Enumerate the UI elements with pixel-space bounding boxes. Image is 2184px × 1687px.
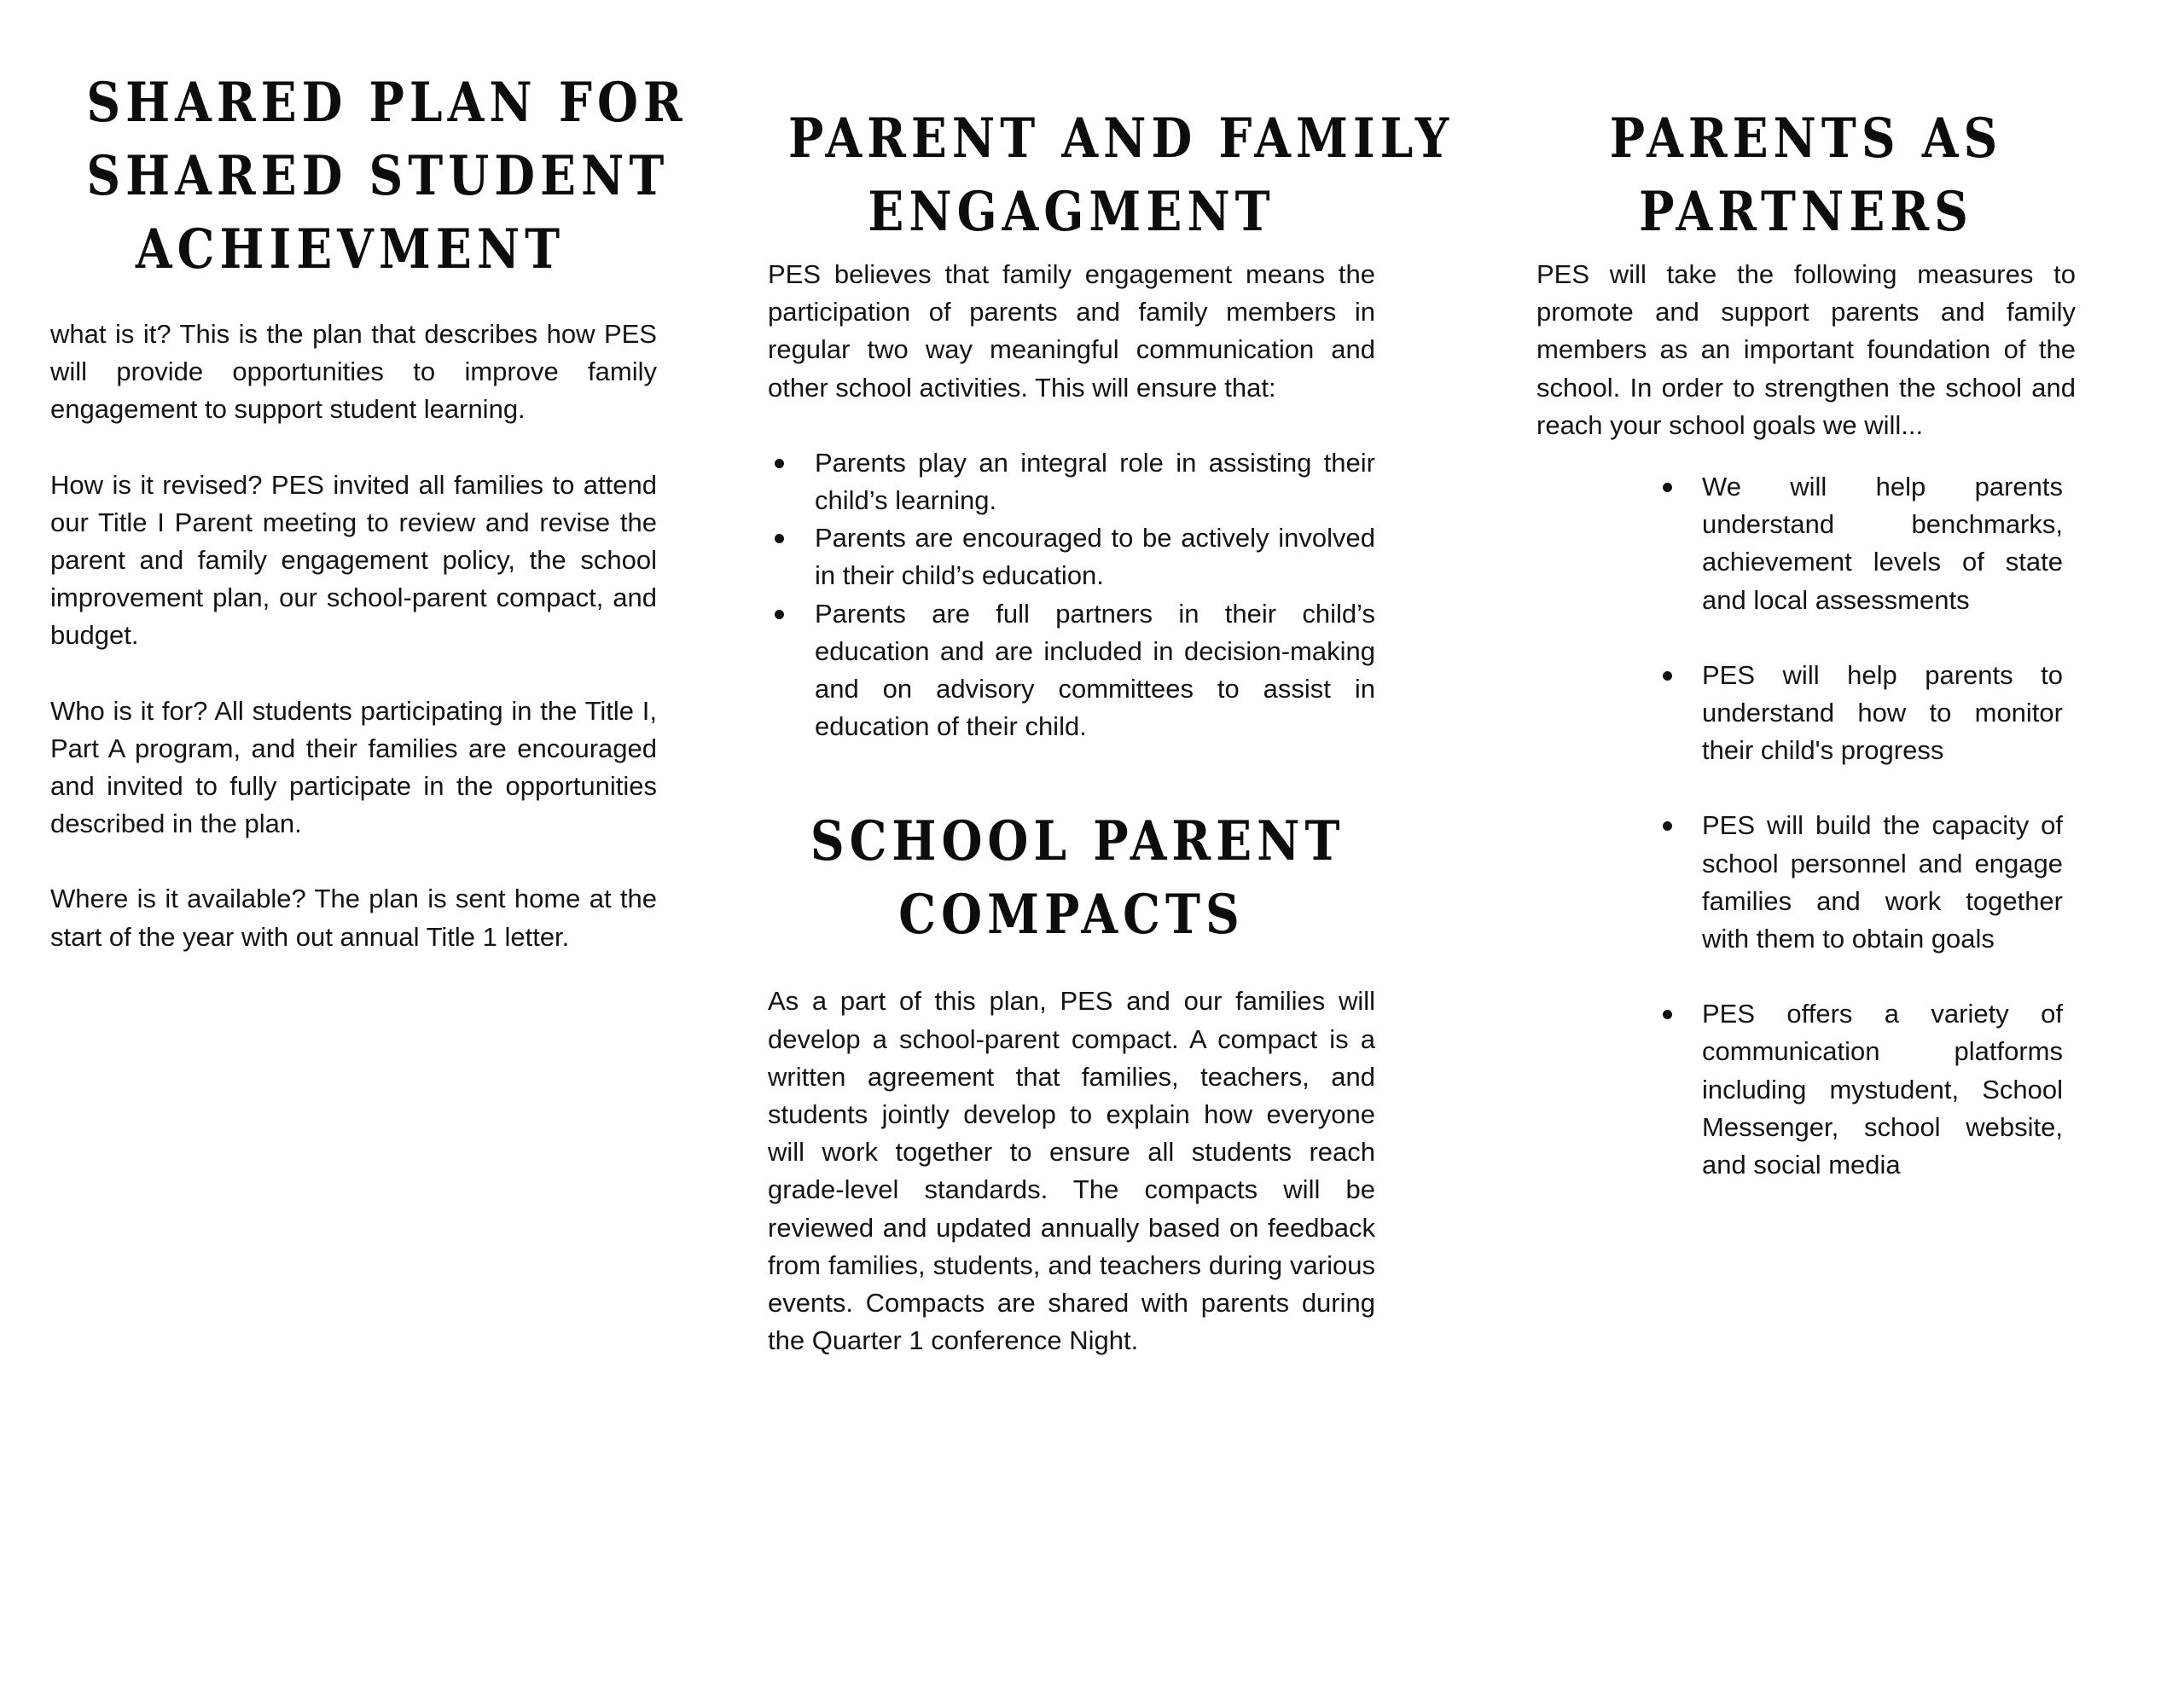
bullet-icon — [775, 534, 784, 543]
title-line: PARENT AND FAMILY — [788, 107, 1455, 171]
list-item-text: Parents are encouraged to be actively involved in their child’s education. — [815, 523, 1375, 591]
title-line: COMPACTS — [898, 883, 1245, 948]
list-item — [1653, 468, 2063, 619]
list-item-text: PES will build the capacity of school personnel and engage families and work together with them to obtain goals — [1702, 810, 2063, 954]
spacer — [50, 655, 657, 693]
partners-intro: PES will take the following measures to promote and support parents and family members as an important foundation of the school. In order to strengthen the school and reach your school goals we will... — [1536, 259, 2076, 440]
how-revised-paragraph: How is it revised? PES invited all families to attend our Title I Parent meeting to review and revise the parent and family engagement policy, the school improvement plan, our school-parent compact, and budget. — [50, 469, 657, 651]
spacer — [768, 407, 1375, 444]
bullet-icon — [1663, 821, 1672, 831]
list-item — [1653, 995, 2063, 1184]
list-item-text: Parents are full partners in their child’s education and are included in decision-making and on advisory committees to assist in education of their child. — [815, 598, 1375, 742]
spacer — [50, 843, 657, 880]
bullet-icon — [1663, 671, 1672, 681]
shared-plan-title — [86, 67, 688, 287]
title-line: ACHIEVMENT — [135, 217, 566, 281]
bullet-icon — [1663, 483, 1672, 492]
list-item-text: PES will help parents to understand how to monitor their child's progress — [1702, 659, 2063, 766]
title-line: PARENTS AS — [1609, 107, 2003, 171]
who-is-it-for-paragraph: Who is it for? All students participating in the Title I, Part A program, and their families are encouraged and invited to fully participate in the opportunities described in the plan. — [50, 695, 657, 839]
engagement-body — [768, 256, 1375, 745]
partners-body — [1536, 256, 2076, 444]
list-item — [768, 519, 1375, 594]
compacts-title — [810, 805, 1345, 952]
title-line: SCHOOL PARENT — [810, 809, 1345, 874]
list-item-text: Parents play an integral role in assisting their child’s learning. — [815, 447, 1375, 516]
left-panel — [50, 67, 688, 956]
title-line: ENGAGMENT — [868, 180, 1275, 244]
engagement-bullet-list — [768, 444, 1375, 746]
partners-bullet-list — [1653, 468, 2063, 1184]
bullet-icon — [775, 610, 784, 619]
list-item — [1653, 657, 2063, 770]
engagement-intro: PES believes that family engagement means the participation of parents and family members in regular two way meaningful communication and other school activities. This will ensure that: — [768, 259, 1375, 403]
list-item-text: We will help parents understand benchmarks, achievement levels of state and local assessments — [1702, 472, 2063, 615]
title-line: SHARED STUDENT — [86, 144, 670, 208]
list-item — [768, 444, 1375, 519]
where-available-paragraph: Where is it available? The plan is sent home at the start of the year with out annual Title 1 letter. — [50, 884, 657, 952]
list-item — [1653, 807, 2063, 958]
compacts-body — [768, 983, 1375, 1359]
list-item — [768, 595, 1375, 746]
right-panel — [1536, 102, 2076, 1221]
compacts-paragraph: As a part of this plan, PES and our families will develop a school-parent compact. A compact is a written agreement that families, teachers, and students jointly develop to explain how everyone will work together to ensure all students reach grade-level standards. The compacts will be reviewed and updated annually based on feedback from families, students, and teachers during various events. Compacts are shared with parents during the Quarter 1 conference Night. — [768, 986, 1375, 1356]
partners-bullets-wrap — [1653, 468, 2063, 1184]
what-is-it-paragraph: what is it? This is the plan that describes how PES will provide opportunities to improve family engagement to support student learning. — [50, 319, 657, 425]
spacer — [50, 429, 657, 467]
bullet-icon — [1663, 1010, 1672, 1019]
engagement-title — [788, 102, 1455, 249]
middle-panel — [768, 102, 1455, 1359]
bullet-icon — [775, 459, 784, 468]
title-line: SHARED PLAN FOR — [86, 71, 688, 135]
title-line: PARTNERS — [1639, 180, 1973, 244]
shared-plan-body — [50, 316, 657, 956]
partners-title — [1574, 102, 2038, 249]
list-item-text: PES offers a variety of communication platforms including mystudent, School Messenger, school website, and social media — [1702, 999, 2063, 1180]
